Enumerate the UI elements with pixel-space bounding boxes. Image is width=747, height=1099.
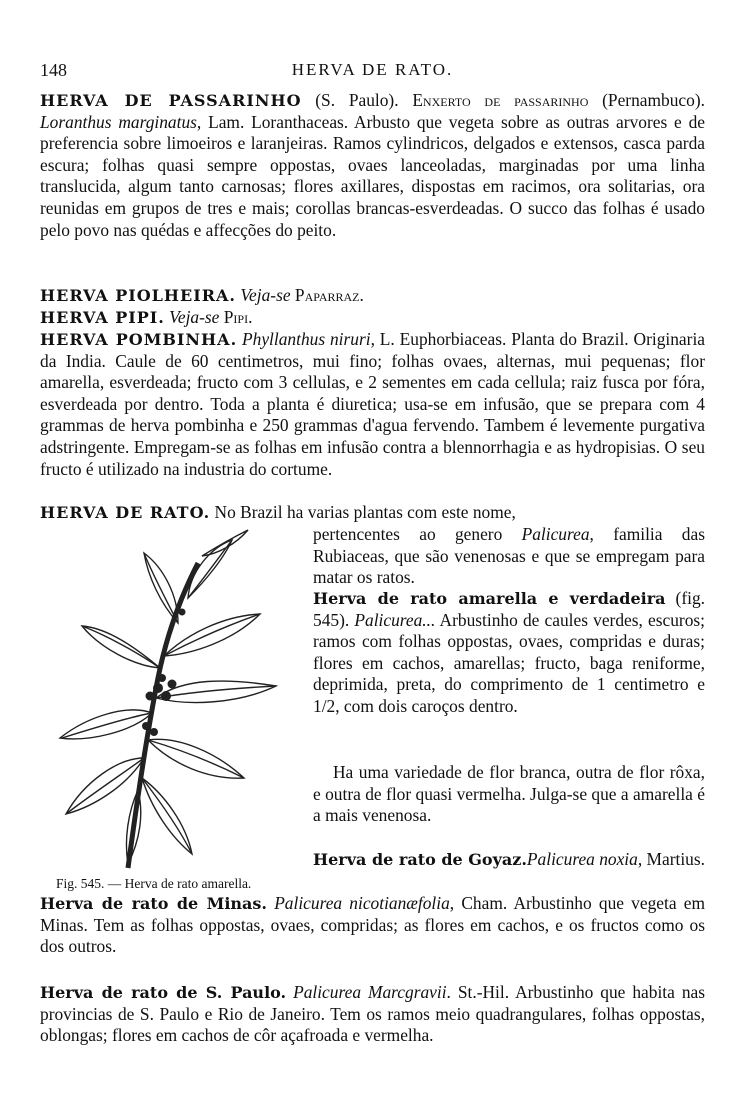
entry-text: No Brazil ha varias plantas com este nome, [210,502,516,522]
see-also: Veja-se [169,307,220,327]
plant-branch-drawing [48,528,294,884]
cross-reference: Pipi. [223,307,253,327]
scientific-name: Loranthus marginatus [40,111,197,132]
entry-text: (Pernambuco). [588,90,705,110]
headword: HERVA PIOLHEIRA. [40,286,236,305]
entry-herva-de-rato-minas [40,893,705,958]
entry-text: , Lam. Loranthaceas. Arbusto que vegeta sobre as outras arvores e de preferencia sobre limoeiros e laranjeiras. Ramos cylindricos, delgados e extensos, casca parda escura; folhas quasi sempre oppostas, ovaes lanceoladas, marginadas por uma linha translucida, algum tanto carnosas; flores axillares, dispostas em racimos, ora solitarias, ora reunidas em grupos de tres e mais; corollas brancas-esverdeadas. O succo das folhas é usado pelo povo nas quédas e affecções do peito. [40,111,705,240]
entry-text: , familia das Rubiaceas, que são venenosas e que se empregam para matar os ratos. [313,524,705,588]
entry-herva-pombinha [40,329,705,480]
see-also: Veja-se [240,285,291,305]
entry-text: , Martius. [637,849,705,869]
scientific-name: Palicurea noxia [526,849,638,869]
subheadword: Herva de rato amarella e verdadeira [313,589,666,608]
scientific-name: Phyllanthus niruri [242,329,371,349]
entry-text: Ha uma variedade de flor branca, outra de flor rôxa, e outra de flor quasi vermelha. Julga-se que a amarella é a mais venenosa. [313,762,705,826]
entry-herva-de-rato-amarella [313,588,705,718]
cross-reference: Paparraz. [294,285,364,305]
entry-text: Arbustinho de caules verdes, escuros; ramos com folhas oppostas, ovaes, compridas e duras; flores em cachos, amarellas; fructo, baga reniforme, deprimida, preta, do comprimento de 1 centimetro e 1/2, com dois caroços dentro. [313,609,705,716]
entry-text: . St.-Hil. Arbustinho que habita nas provincias de S. Paulo e Rio de Janeiro. Tem os ramos meio quadrangulares, folhas oppostas, oblongas; flores em cachos de côr açafroada e vermelha. [40,982,705,1046]
entry-text: (fig. 545). [313,588,705,630]
subheadword: Herva de rato de Goyaz. [313,850,527,869]
entry-herva-de-rato-varieties [313,762,705,827]
running-header [40,60,705,86]
entry-text: , L. Euphorbiaceas. Planta do Brazil. Originaria da India. Caule de 60 centimetros, mui fino; folhas ovaes, alternas, mui pequenas; flor amarella, esverdeada; fructo com 3 cellulas, e 2 sementes em cada cellula; raiz fusca por fóra, esverdeada por dentro. Toda a planta é diuretica; usa-se em infusão, que se prepara com 4 grammas de herva pombinha e 250 grammas d'agua fervendo. Tambem é levemente purgativa adstringente. Empregam-se as folhas em infusão contra a blennorrhagia e as hydropisias. O seu fructo é utilizado na industria do cortume. [40,329,705,479]
subheadword: Herva de rato de Minas. [40,894,267,913]
entry-herva-de-rato-goyaz [313,849,705,871]
figure-545-illustration [48,528,294,884]
entry-herva-de-rato-s-paulo [40,982,705,1047]
headword: HERVA PIPI. [40,308,165,327]
entry-text: , Cham. Arbustinho que vegeta em Minas. Tem as folhas oppostas, ovaes, compridas; as flores em cachos, e os fructos como os dos outros. [40,893,705,957]
scientific-name: Palicurea Marcgravii [293,982,447,1002]
synonym: Enxerto de passarinho [412,90,589,110]
entry-herva-pipi [40,307,705,329]
entry-herva-piolheira [40,285,705,307]
scientific-name: Palicurea nicotianæfolia [274,893,450,913]
figure-caption: Fig. 545. — Herva de rato amarella. [56,876,252,891]
subheadword: Herva de rato de S. Paulo. [40,983,287,1002]
entry-text: pertencentes ao genero [313,524,522,544]
running-title: HERVA DE RATO. [291,60,454,79]
scientific-name: Palicurea... [354,609,436,630]
headword: HERVA POMBINHA. [40,330,238,349]
entry-herva-de-passarinho [40,90,705,241]
headword: HERVA DE PASSARINHO [40,91,302,110]
page-number: 148 [40,60,67,80]
entry-herva-de-rato-intro [40,502,705,524]
headword: HERVA DE RATO. [40,503,211,522]
entry-herva-de-rato-genus [313,524,705,589]
entry-text: (S. Paulo). [301,90,413,110]
genus-name: Palicurea [521,524,590,544]
